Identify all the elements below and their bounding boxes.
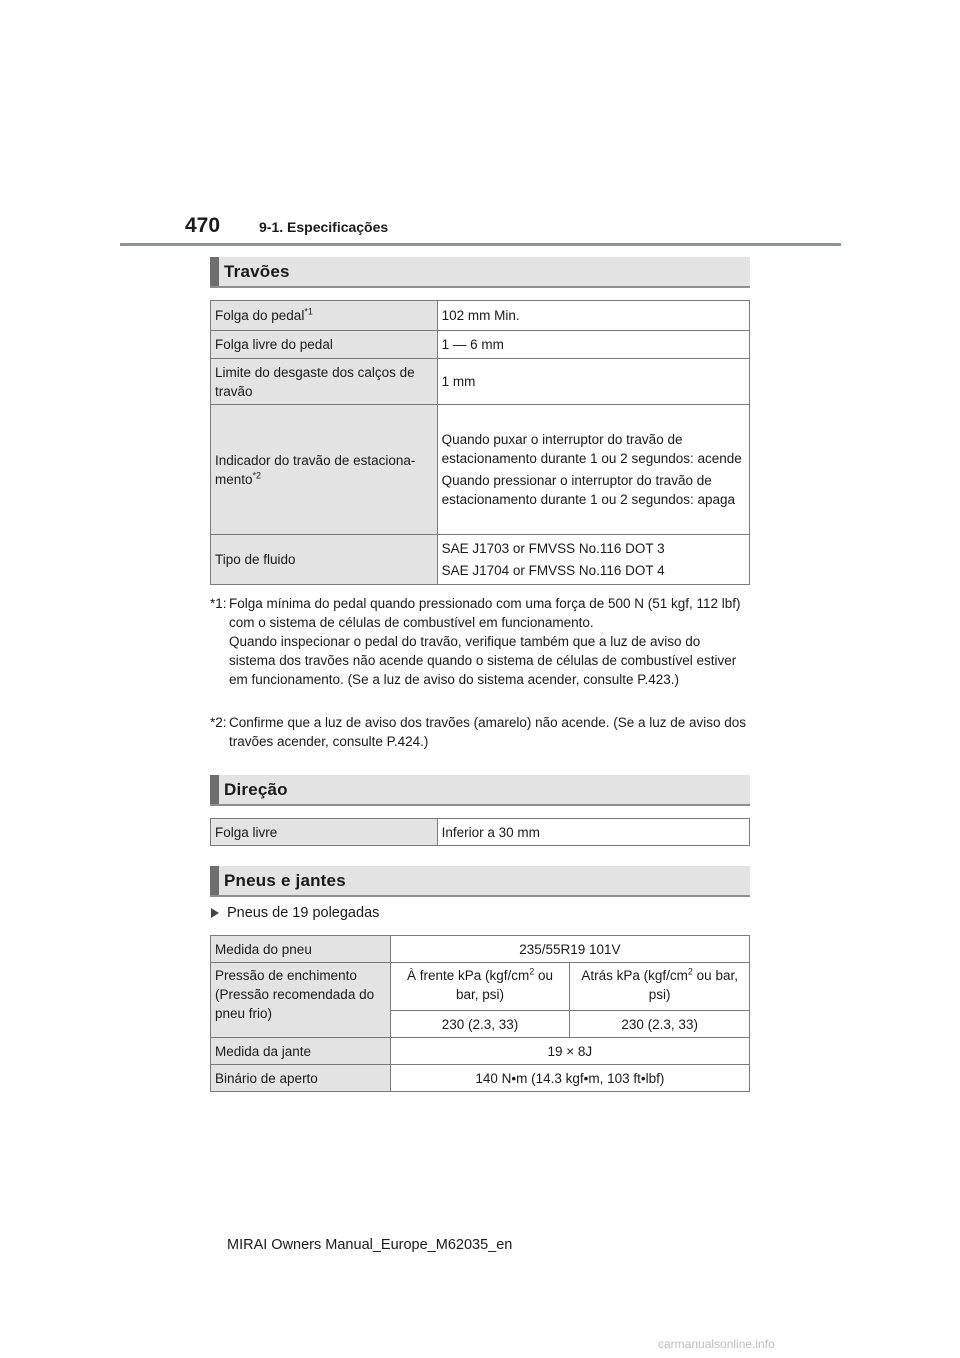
row-value: Inferior a 30 mm xyxy=(437,819,749,846)
footnote-text: Folga mínima do pedal quando pressionado com uma força de 500 N (51 kgf, 112 lbf) com o sistema de células de combustível em funcionamento. xyxy=(229,596,741,630)
row-value: 235/55R19 101V xyxy=(390,936,749,963)
section-header: 9-1. Especificações xyxy=(259,219,389,235)
row-label: Limite do desgaste dos calços de travão xyxy=(211,359,438,405)
table-row xyxy=(211,301,750,331)
header-divider xyxy=(120,243,841,246)
page-number: 470 xyxy=(185,214,221,237)
table-row xyxy=(211,963,750,1011)
brakes-title: Travões xyxy=(224,262,290,281)
table-row xyxy=(211,819,750,846)
footnote-text-continued: Quando inspecionar o pedal do travão, verifique também que a luz de aviso do sistema dos travões não acende quando o sistema de células de combustível estiver em funcionamento. (Se a luz de aviso do sistema acender, consulte P.423.) xyxy=(229,634,737,687)
row-label: Folga do pedal$^{*1}$ xyxy=(211,301,438,331)
row-label: Medida do pneu xyxy=(211,936,391,963)
row-label: Folga livre xyxy=(211,819,438,846)
row-value: 1 mm xyxy=(437,359,749,405)
heading-bar xyxy=(210,775,219,804)
table-row xyxy=(211,359,750,405)
table-row xyxy=(211,535,750,585)
row-label: Folga livre do pedal xyxy=(211,331,438,359)
footnote-1 xyxy=(210,594,750,689)
front-header: À frente kPa ($kgf/cm^2$ ou bar, psi) xyxy=(390,963,570,1011)
row-label: Pressão de enchimento (Pressão recomendada do pneu frio) xyxy=(211,963,391,1038)
table-row xyxy=(211,936,750,963)
footnote-marker: *1: xyxy=(210,596,227,611)
tire-subheading: Pneus de 19 polegadas xyxy=(211,905,379,921)
triangle-bullet-icon xyxy=(211,908,219,918)
row-label: Indicador do travão de estaciona-mento$^{*2}$ xyxy=(211,405,438,535)
tires-table xyxy=(210,935,750,1092)
row-label: Medida da jante xyxy=(211,1038,391,1065)
table-row xyxy=(211,1038,750,1065)
row-value: 102 mm Min. xyxy=(437,301,749,331)
table-row xyxy=(211,1065,750,1092)
footnote-marker: *2: xyxy=(210,715,227,730)
row-value: Quando puxar o interruptor do travão de estacionamento durante 1 ou 2 segundos: acende Quando pressionar o interruptor do travão de estacionamento durante 1 ou 2 segundos: apaga xyxy=(437,405,749,535)
table-row xyxy=(211,331,750,359)
heading-bar xyxy=(210,866,219,895)
row-label: Binário de aperto xyxy=(211,1065,391,1092)
brakes-table xyxy=(210,300,750,585)
watermark: carmanualsonline.info xyxy=(658,1337,775,1351)
steering-table xyxy=(210,818,750,846)
table-row xyxy=(211,405,750,535)
steering-section-heading xyxy=(210,775,750,806)
heading-bar xyxy=(210,257,219,286)
row-value: SAE J1703 or FMVSS No.116 DOT 3 SAE J1704 or FMVSS No.116 DOT 4 xyxy=(437,535,749,585)
row-value: 140 N•m (14.3 kgf•m, 103 ft•lbf) xyxy=(390,1065,749,1092)
rear-pressure-value: 230 (2.3, 33) xyxy=(570,1011,750,1038)
tires-title: Pneus e jantes xyxy=(224,871,346,890)
footnote-text: Confirme que a luz de aviso dos travões (amarelo) não acende. (Se a luz de aviso dos travões acender, consulte P.424.) xyxy=(229,715,747,749)
row-value: 19 × 8J xyxy=(390,1038,749,1065)
front-pressure-value: 230 (2.3, 33) xyxy=(390,1011,570,1038)
rear-header: Atrás kPa ($kgf/cm^2$ ou bar, psi) xyxy=(570,963,750,1011)
steering-title: Direção xyxy=(224,780,288,799)
footnote-2 xyxy=(210,713,750,751)
tires-section-heading xyxy=(210,866,750,897)
footer-text: MIRAI Owners Manual_Europe_M62035_en xyxy=(227,1237,513,1253)
row-label: Tipo de fluido xyxy=(211,535,438,585)
brakes-section-heading xyxy=(210,257,750,288)
row-value: 1 — 6 mm xyxy=(437,331,749,359)
